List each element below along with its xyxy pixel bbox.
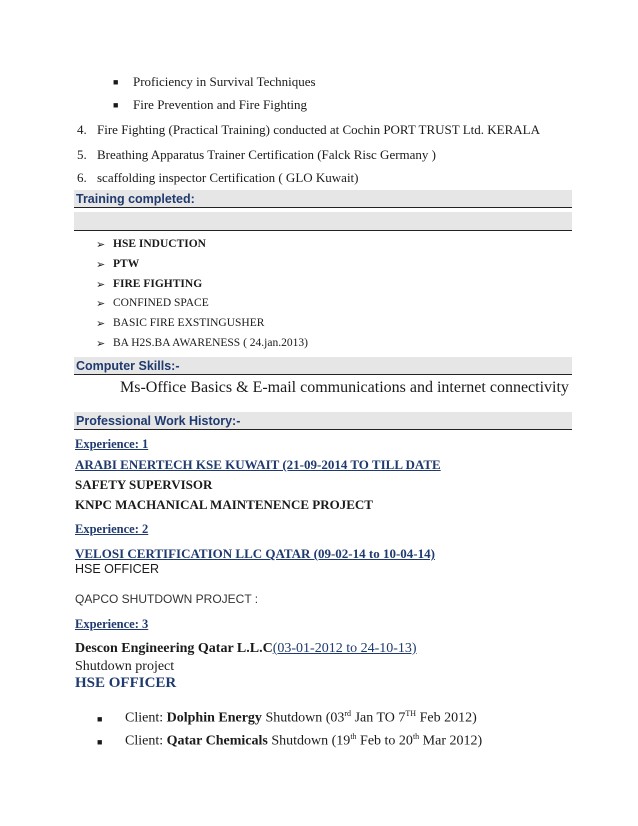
computer-skills-text: Ms-Office Basics & E-mail communications and internet connectivity (120, 379, 569, 396)
experience-2-role: HSE OFFICER (75, 562, 160, 576)
list-item: BASIC FIRE EXSTINGUSHER (113, 317, 265, 329)
section-heading-training: Training completed: (74, 190, 572, 208)
section-spacer-bar (74, 212, 572, 231)
list-item: Breathing Apparatus Trainer Certification (Falck Risc Germany ) (97, 147, 437, 162)
arrow-bullet-icon: ➢ (96, 258, 106, 271)
list-number: 4. (77, 122, 87, 137)
experience-2-project: QAPCO SHUTDOWN PROJECT : (75, 592, 259, 606)
list-item: scaffolding inspector Certification ( GLO Kuwait) (97, 170, 359, 185)
client-item: Client: Dolphin Energy Shutdown (03rd Jan TO 7TH Feb 2012) (125, 709, 477, 726)
list-item: PTW (113, 258, 140, 270)
client-item: Client: Qatar Chemicals Shutdown (19th Feb to 20th Mar 2012) (125, 732, 483, 749)
experience-3-company: Descon Engineering Qatar L.L.C (75, 641, 273, 656)
experience-3-role: HSE OFFICER (75, 675, 177, 691)
arrow-bullet-icon: ➢ (96, 238, 106, 251)
experience-3-company-line (75, 641, 417, 657)
section-heading-work-history: Professional Work History:- (74, 412, 572, 430)
list-item: Fire Prevention and Fire Fighting (133, 97, 308, 112)
list-item: HSE INDUCTION (113, 238, 206, 250)
list-item: FIRE FIGHTING (113, 278, 203, 290)
list-number: 6. (77, 170, 87, 185)
arrow-bullet-icon: ➢ (96, 278, 106, 291)
arrow-bullet-icon: ➢ (96, 317, 106, 330)
experience-3-project: Shutdown project (75, 659, 175, 674)
experience-1-project: KNPC MACHANICAL MAINTENENCE PROJECT (75, 497, 373, 512)
experience-1-label: Experience: 1 (75, 437, 149, 451)
list-item: Proficiency in Survival Techniques (133, 74, 316, 89)
arrow-bullet-icon: ➢ (96, 337, 106, 350)
square-bullet-icon: ■ (97, 737, 103, 747)
square-bullet-icon: ■ (97, 714, 103, 724)
square-bullet-icon: ■ (113, 77, 119, 87)
list-item: Fire Fighting (Practical Training) conducted at Cochin PORT TRUST Ltd. KERALA (97, 122, 541, 137)
experience-2-company: VELOSI CERTIFICATION LLC QATAR (09-02-14 to 10-04-14) (75, 546, 435, 561)
square-bullet-icon: ■ (113, 100, 119, 110)
arrow-bullet-icon: ➢ (96, 297, 106, 310)
list-item: BA H2S.BA AWARENESS ( 24.jan.2013) (113, 337, 308, 349)
experience-3-dates: (03-01-2012 to 24-10-13) (272, 641, 417, 656)
list-item: CONFINED SPACE (113, 297, 209, 309)
list-number: 5. (77, 147, 87, 162)
experience-1-role: SAFETY SUPERVISOR (75, 477, 213, 492)
experience-2-label: Experience: 2 (75, 522, 149, 536)
experience-1-company: ARABI ENERTECH KSE KUWAIT (21-09-2014 TO TILL DATE (75, 457, 441, 472)
experience-3-label: Experience: 3 (75, 617, 149, 631)
section-heading-computer-skills: Computer Skills:- (74, 357, 572, 375)
